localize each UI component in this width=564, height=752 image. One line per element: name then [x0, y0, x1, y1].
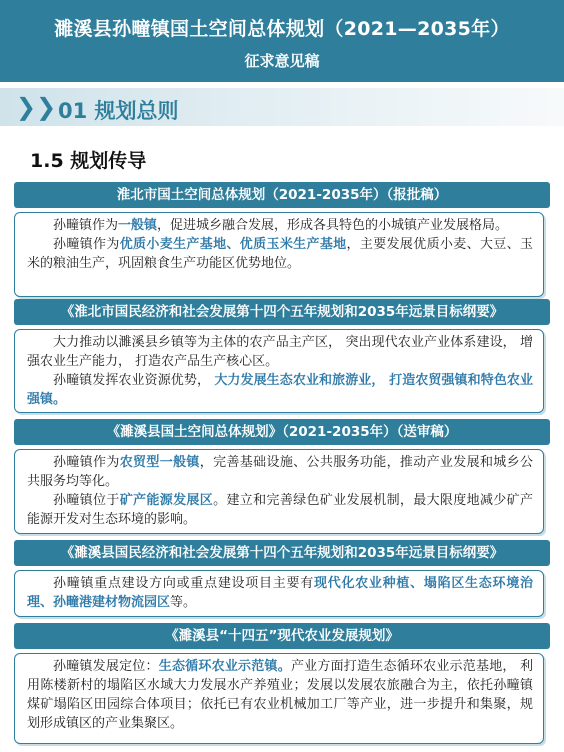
highlight-text: 矿产能源发展区 — [119, 493, 214, 508]
block-heading: 淮北市国土空间总体规划（2021-2035年）（报批稿） — [14, 182, 550, 208]
block-body — [14, 329, 544, 413]
highlight-text: 大力发展生态农业和旅游业， 打造农贸强镇和特色农业强镇。 — [27, 373, 533, 407]
page-header — [0, 0, 564, 82]
highlight-text: 优质小麦生产基地、优质玉米生产基地 — [119, 237, 347, 252]
block-body — [14, 449, 544, 534]
highlight-text: 现代化农业种植、塌陷区生态环境治理、孙疃港建材物流园区 — [27, 576, 533, 610]
paragraph: 孙疃镇作为一般镇，促进城乡融合发展，形成各具特色的小城镇产业发展格局。 — [53, 218, 509, 233]
subsection-title: 1.5 规划传导 — [30, 150, 147, 172]
document-subtitle: 征求意见稿 — [244, 52, 320, 70]
block-heading: 《濉溪县“十四五”现代农业发展规划》 — [14, 623, 550, 649]
paragraph: 孙疃镇发展定位：生态循环农业示范镇。产业方面打造生态循环农业示范基地， 利用陈楼新村的塌陷区水域大力发展水产养殖业；发展以发展农旅融合为主，依托孙疃镇煤矿塌陷区田园综合体项目；依托已有农业机械加工厂等产业，进一步提升和集聚，规划形成镇区的产业集聚区。 — [27, 659, 533, 731]
highlight-text: 一般镇 — [118, 218, 158, 233]
paragraph: 大力推动以濉溪县乡镇等为主体的农产品主产区， 突出现代农业产业体系建设， 增强农业生产能力， 打造农产品生产核心区。 — [27, 335, 533, 369]
highlight-text: 生态循环农业示范镇。 — [158, 659, 291, 674]
double-chevron-right-icon: ❯❯ — [16, 93, 57, 121]
paragraph: 孙疃镇作为优质小麦生产基地、优质玉米生产基地，主要发展优质小麦、大豆、玉米的粮油生产，巩固粮食生产功能区优势地位。 — [27, 237, 533, 271]
section-bar — [0, 88, 564, 126]
block-heading: 《濉溪县国民经济和社会发展第十四个五年规划和2035年远景目标纲要》 — [14, 540, 550, 566]
section-title: 01 规划总则 — [58, 99, 179, 123]
paragraph: 孙疃镇位于矿产能源发展区。建立和完善绿色矿业发展机制，最大限度地减少矿产能源开发对生态环境的影响。 — [27, 493, 533, 527]
block-heading: 《淮北市国民经济和社会发展第十四个五年规划和2035年远景目标纲要》 — [14, 299, 550, 325]
block-body — [14, 212, 544, 297]
document-title: 濉溪县孙疃镇国土空间总体规划（2021—2035年） — [54, 18, 510, 40]
paragraph: 孙疃镇发挥农业资源优势， 大力发展生态农业和旅游业， 打造农贸强镇和特色农业强镇。 — [27, 373, 533, 407]
paragraph: 孙疃镇作为农贸型一般镇，完善基础设施、公共服务功能，推动产业发展和城乡公共服务均等化。 — [27, 455, 533, 489]
block-heading: 《濉溪县国土空间总体规划》（2021-2035年）（送审稿） — [14, 419, 550, 445]
block-body — [14, 653, 544, 744]
highlight-text: 农贸型一般镇 — [119, 455, 200, 470]
paragraph: 孙疃镇重点建设方向或重点建设项目主要有现代化农业种植、塌陷区生态环境治理、孙疃港建材物流园区等。 — [27, 576, 533, 610]
block-body — [14, 570, 544, 617]
